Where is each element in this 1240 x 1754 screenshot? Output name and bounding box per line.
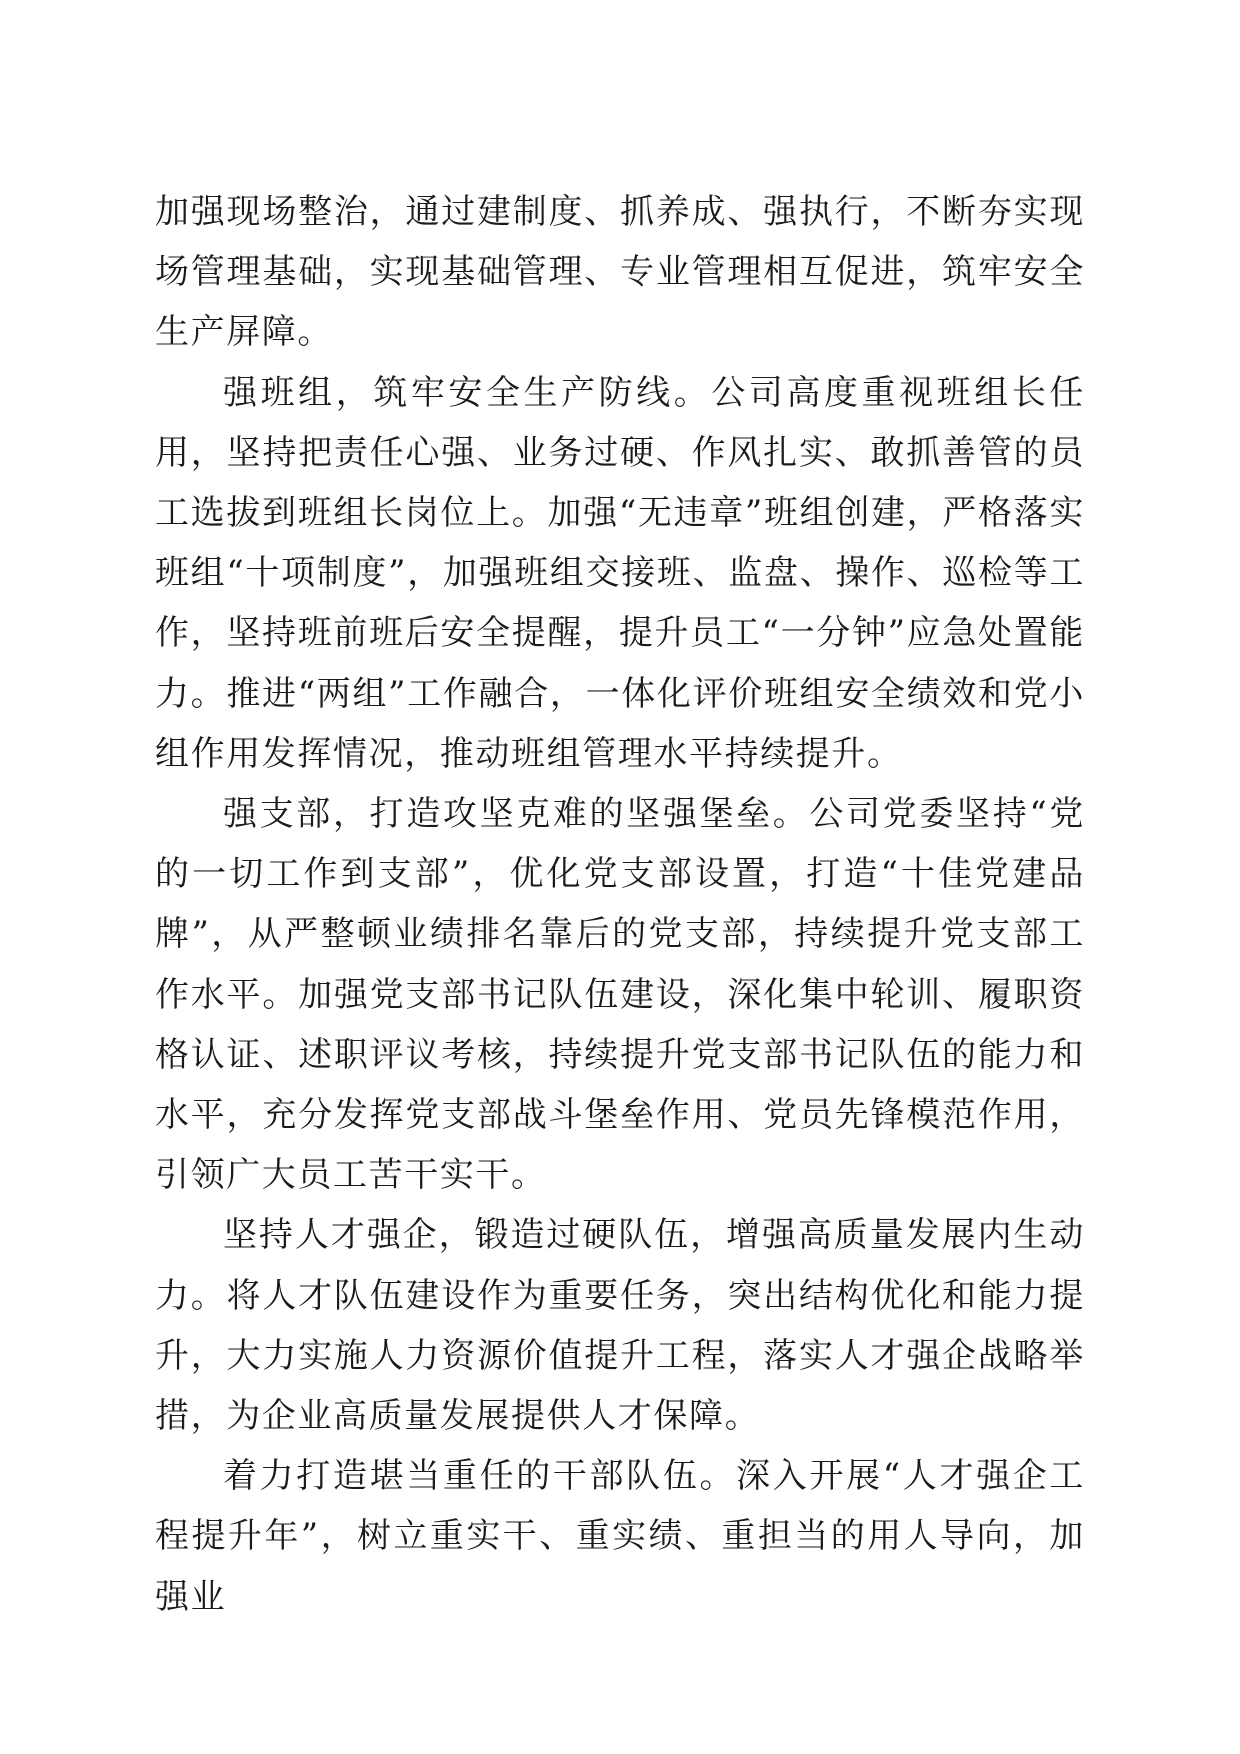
paragraph-strengthen-teams: 强班组，筑牢安全生产防线。公司高度重视班组长任用，坚持把责任心强、业务过硬、作风扎实、敢抓善管的员工选拔到班组长岗位上。加强“无违章”班组创建，严格落实班组“十项制度”，加强班组交接班、监盘、操作、巡检等工作，坚持班前班后安全提醒，提升员工“一分钟”应急处置能力。推进“两组”工作融合，一体化评价班组安全绩效和党小组作用发挥情况，推动班组管理水平持续提升。 bbox=[155, 372, 1085, 774]
paragraph-strengthen-branches: 强支部，打造攻坚克难的坚强堡垒。公司党委坚持“党的一切工作到支部”，优化党支部设置，打造“十佳党建品牌”，从严整顿业绩排名靠后的党支部，持续提升党支部工作水平。加强党支部书记队伍建设，深化集中轮训、履职资格认证、述职评议考核，持续提升党支部书记队伍的能力和水平，充分发挥党支部战斗堡垒作用、党员先锋模范作用，引领广大员工苦干实干。 bbox=[155, 794, 1085, 1196]
paragraph-site-rectification: 加强现场整治，通过建制度、抓养成、强执行，不断夯实现场管理基础，实现基础管理、专业管理相互促进，筑牢安全生产屏障。 bbox=[155, 192, 1085, 353]
paragraph-talent-strategy: 坚持人才强企，锻造过硬队伍，增强高质量发展内生动力。将人才队伍建设作为重要任务，突出结构优化和能力提升，大力实施人力资源价值提升工程，落实人才强企战略举措，为企业高质量发展提供人才保障。 bbox=[155, 1215, 1085, 1437]
paragraph-cadre-team: 着力打造堪当重任的干部队伍。深入开展“人才强企工程提升年”，树立重实干、重实绩、重担当的用人导向，加强业 bbox=[155, 1456, 1085, 1617]
body-text bbox=[155, 182, 1085, 1627]
